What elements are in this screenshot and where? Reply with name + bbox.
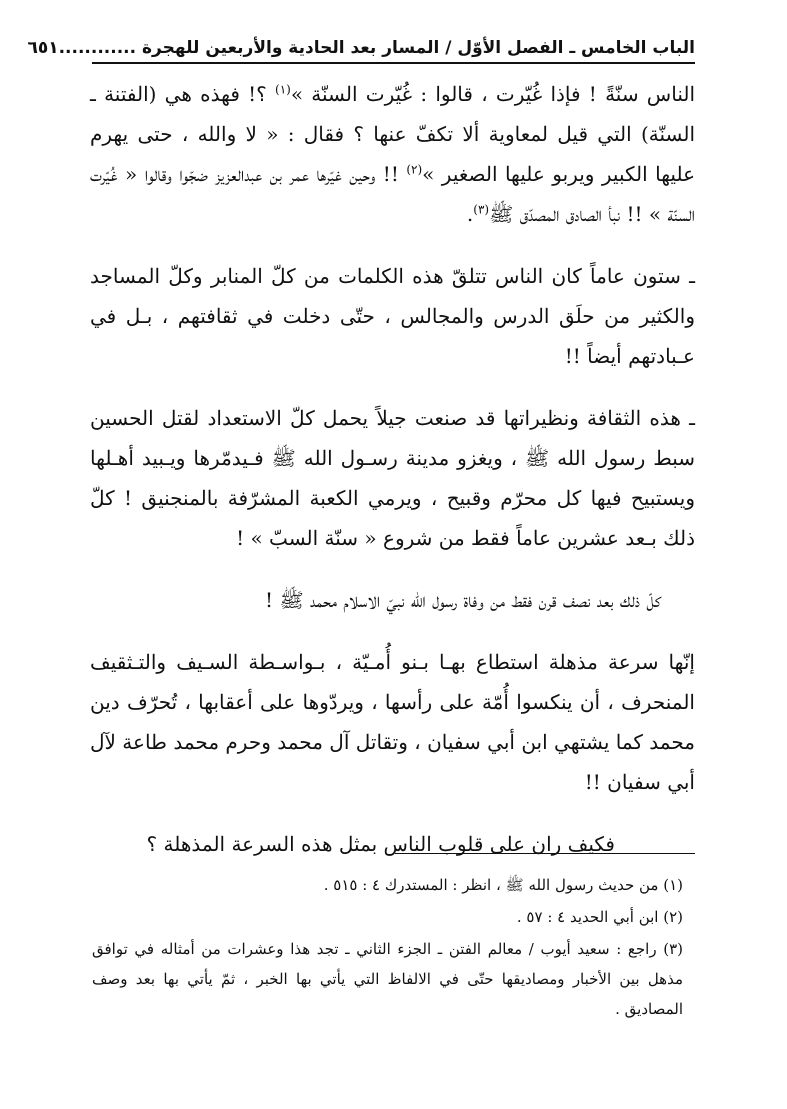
page-number: ٦٥١	[27, 38, 59, 58]
paragraph-text-cont: ؟! فهذه هي (الفتنة ـ السنّة) التي قيل لمعاوية ألا تكفّ عنها ؟ فقال : « لا والله ، حتى يهرم عليها الكبير ويربو عليها الصغير »	[90, 82, 695, 186]
footnote-ref-1: (١)	[275, 82, 291, 97]
paragraph-5: إنّها سرعة مذهلة استطاع بهـا بـنو أُمـيّة ، بـواسـطة السـيف والتـثقيف المنحرف ، أن ينكسوا أُمّة على رأسها ، ويردّوها على أعقابها ، تُحرّف دين محمد كما يشتهي ابن أبي سفيان ، وتقاتل آل محمد وحرم محمد طاعة لآل أبي سفيان !!	[90, 650, 695, 794]
paragraph-2: ـ ستون عاماً كان الناس تتلقّ هذه الكلمات من كلّ المنابر وكلّ المساجد والكثير من حلَق الدرس والمجالس ، حتّى دخلت في ثقافتهم ، بـل في عـبادتهم أيضاً !!	[90, 264, 695, 368]
paragraph-text: الناس سنّةً ! فإذا غُيّرت ، قالوا : غُيّرت السنّة »	[290, 82, 696, 106]
footnote-ref-3: (٣)	[473, 202, 490, 217]
paragraph-text-cont2: !! وحين غيّرها عمر بن عبدالعزيز ضجّوا وقالوا « غُيّرت السنّة » !! نبأ الصادق المصدّق ﷺ	[90, 162, 695, 226]
paragraph-3: ـ هذه الثقافة ونظيراتها قد صنعت جيلاً يحمل كلّ الاستعداد لقتل الحسين سبط رسول الله ﷺ ، ويغزو مدينة رسـول الله ﷺ فـيدمّرها ويـبيد أهـلها ويستبيح فيها كل محرّم وقبيح ، ويرمي الكعبة المشرّفة بالمنجنيق ! كلّ ذلك بـعد عشرين عاماً فقط من شروع « سنّة السبّ » !	[90, 406, 695, 550]
paragraph-6-question: فكيف ران على قلوب الناس بمثل هذه السرعة المذهلة ؟	[146, 832, 615, 856]
title-dots: ............	[58, 38, 137, 58]
footnote-2: (٢) ابن أبي الحديد ٤ : ٥٧ .	[516, 908, 683, 926]
footnote-3: (٣) راجع : سعيد أيوب / معالم الفتن ـ الجزء الثاني ـ تجد هذا وعشرات من أمثاله في توافق مذهل بين الأخبار ومصاديقها حتّى في الالفاظ التي يأتي بها الخبر ، ثمّ يأتي بها بعد وصف المصاديق .	[92, 940, 683, 1018]
chapter-title: الباب الخامس ـ الفصل الأوّل / المسار بعد الحادية والأربعين للهجرة	[142, 38, 695, 58]
footnote-1: (١) من حديث رسول الله ﷺ ، انظر : المستدرك ٤ : ٥١٥ .	[323, 876, 683, 894]
footnote-ref-2: (٢)	[406, 162, 423, 177]
paragraph-text-end: .	[466, 202, 474, 226]
paragraph-1	[90, 74, 695, 234]
running-title	[59, 38, 695, 58]
footnote-divider	[395, 853, 695, 854]
paragraph-4: كلّ ذلك بعد نصف قرن فقط من وفاة رسول الله نبيّ الاسلام محمد ﷺ !	[265, 588, 661, 612]
page-header	[27, 30, 695, 64]
main-text	[90, 74, 695, 886]
footnotes	[92, 870, 683, 1026]
